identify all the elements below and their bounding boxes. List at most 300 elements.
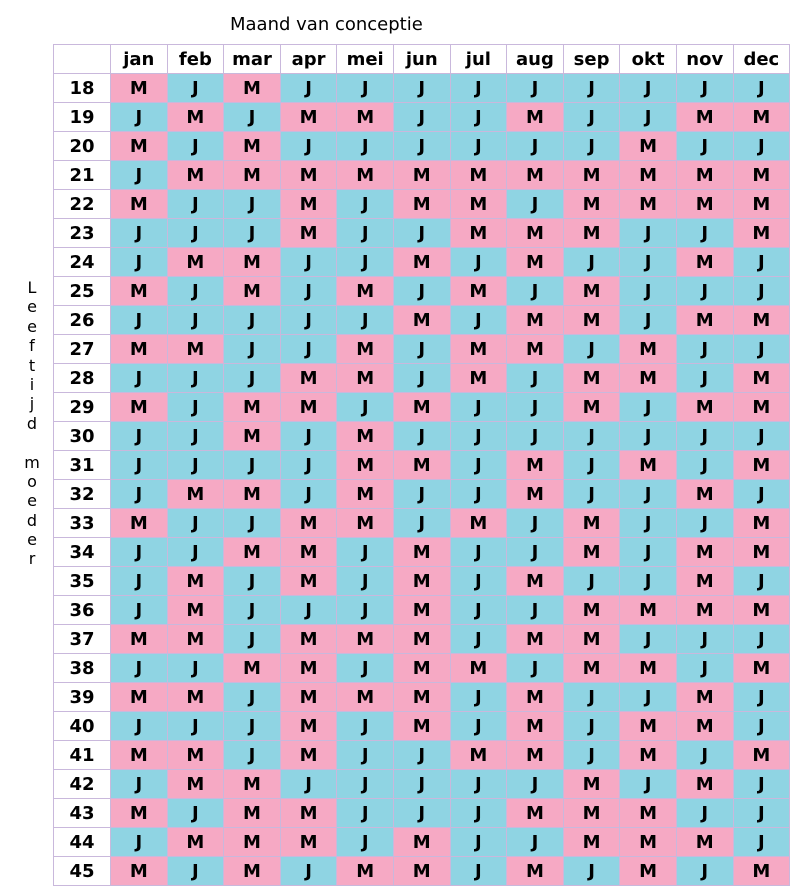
table-row — [54, 654, 790, 683]
gender-cell: M — [167, 770, 224, 799]
gender-cell: M — [563, 596, 620, 625]
gender-cell: J — [563, 132, 620, 161]
gender-cell: J — [224, 103, 281, 132]
gender-cell: J — [167, 509, 224, 538]
gender-cell: M — [450, 161, 507, 190]
gender-cell: M — [337, 277, 394, 306]
gender-cell: M — [563, 161, 620, 190]
gender-cell: M — [337, 683, 394, 712]
gender-cell: M — [676, 248, 733, 277]
gender-cell: J — [111, 422, 168, 451]
table-row — [54, 364, 790, 393]
gender-cell: M — [620, 190, 677, 219]
gender-cell: J — [620, 219, 677, 248]
age-cell: 39 — [54, 683, 111, 712]
gender-cell: M — [111, 741, 168, 770]
gender-cell: J — [450, 538, 507, 567]
gender-cell: M — [280, 509, 337, 538]
gender-cell: J — [620, 538, 677, 567]
gender-cell: J — [280, 596, 337, 625]
gender-cell: J — [507, 770, 564, 799]
side-label-char: t — [28, 355, 36, 375]
gender-cell: J — [393, 422, 450, 451]
gender-cell: M — [280, 799, 337, 828]
gender-cell: M — [167, 480, 224, 509]
gender-cell: M — [450, 277, 507, 306]
gender-cell: J — [450, 393, 507, 422]
gender-cell: J — [563, 451, 620, 480]
gender-cell: M — [111, 190, 168, 219]
gender-cell: M — [450, 335, 507, 364]
gender-cell: J — [676, 799, 733, 828]
gender-cell: M — [450, 219, 507, 248]
gender-cell: M — [337, 103, 394, 132]
gender-cell: M — [563, 277, 620, 306]
gender-cell: J — [167, 364, 224, 393]
gender-cell: M — [280, 161, 337, 190]
gender-cell: J — [620, 393, 677, 422]
side-label-char: f — [29, 336, 35, 356]
gender-cell: J — [450, 828, 507, 857]
gender-cell: J — [676, 277, 733, 306]
gender-cell: J — [393, 219, 450, 248]
gender-cell: J — [393, 741, 450, 770]
gender-cell: M — [620, 857, 677, 886]
table-row — [54, 741, 790, 770]
table-row — [54, 161, 790, 190]
gender-cell: J — [337, 538, 394, 567]
gender-cell: J — [280, 74, 337, 103]
gender-cell: J — [450, 625, 507, 654]
gender-cell: J — [337, 828, 394, 857]
gender-cell: M — [111, 335, 168, 364]
month-header: feb — [167, 45, 224, 74]
gender-cell: J — [167, 306, 224, 335]
gender-cell: J — [620, 683, 677, 712]
gender-cell: M — [507, 799, 564, 828]
age-cell: 28 — [54, 364, 111, 393]
side-label-char: r — [28, 549, 36, 569]
gender-cell: M — [167, 248, 224, 277]
gender-cell: J — [337, 132, 394, 161]
gender-cell: J — [393, 74, 450, 103]
gender-cell: J — [676, 364, 733, 393]
gender-cell: J — [224, 306, 281, 335]
gender-cell: J — [337, 596, 394, 625]
age-cell: 36 — [54, 596, 111, 625]
gender-cell: J — [733, 422, 790, 451]
gender-cell: M — [167, 161, 224, 190]
gender-cell: M — [224, 132, 281, 161]
gender-cell: M — [563, 364, 620, 393]
gender-cell: J — [676, 654, 733, 683]
gender-cell: M — [507, 451, 564, 480]
gender-cell: M — [507, 306, 564, 335]
age-cell: 25 — [54, 277, 111, 306]
gender-cell: J — [393, 770, 450, 799]
age-cell: 26 — [54, 306, 111, 335]
gender-cell: J — [167, 857, 224, 886]
gender-cell: J — [337, 306, 394, 335]
gender-cell: J — [224, 190, 281, 219]
age-cell: 40 — [54, 712, 111, 741]
corner-cell — [54, 45, 111, 74]
gender-cell: M — [507, 567, 564, 596]
gender-cell: J — [280, 770, 337, 799]
gender-cell: J — [620, 306, 677, 335]
table-row — [54, 132, 790, 161]
gender-cell: M — [393, 190, 450, 219]
gender-cell: J — [393, 480, 450, 509]
gender-cell: M — [393, 161, 450, 190]
table-row — [54, 248, 790, 277]
table-row — [54, 596, 790, 625]
gender-cell: J — [563, 422, 620, 451]
gender-cell: J — [450, 567, 507, 596]
gender-cell: M — [676, 567, 733, 596]
gender-cell: M — [337, 161, 394, 190]
gender-cell: J — [393, 103, 450, 132]
gender-cell: M — [676, 480, 733, 509]
gender-cell: J — [450, 770, 507, 799]
gender-cell: J — [224, 596, 281, 625]
gender-cell: M — [167, 741, 224, 770]
gender-cell: J — [167, 132, 224, 161]
gender-cell: J — [563, 857, 620, 886]
gender-cell: M — [280, 712, 337, 741]
gender-cell: M — [733, 857, 790, 886]
table-row — [54, 625, 790, 654]
gender-cell: J — [393, 277, 450, 306]
gender-cell: J — [224, 567, 281, 596]
gender-cell: J — [224, 451, 281, 480]
gender-cell: J — [167, 799, 224, 828]
gender-cell: J — [733, 480, 790, 509]
gender-cell: J — [167, 654, 224, 683]
side-label-char: e — [27, 491, 37, 511]
gender-cell: J — [620, 770, 677, 799]
gender-cell: M — [280, 219, 337, 248]
gender-cell: J — [450, 422, 507, 451]
gender-cell: J — [224, 364, 281, 393]
gender-cell: M — [224, 857, 281, 886]
gender-cell: M — [676, 161, 733, 190]
month-header: jul — [450, 45, 507, 74]
gender-cell: M — [393, 248, 450, 277]
gender-cell: J — [507, 654, 564, 683]
gender-cell: M — [676, 306, 733, 335]
gender-cell: J — [620, 277, 677, 306]
gender-cell: M — [224, 74, 281, 103]
gender-cell: J — [676, 132, 733, 161]
month-header: jun — [393, 45, 450, 74]
gender-cell: M — [563, 625, 620, 654]
gender-cell: M — [224, 480, 281, 509]
gender-cell: M — [563, 219, 620, 248]
gender-cell: M — [337, 422, 394, 451]
gender-cell: M — [507, 219, 564, 248]
age-cell: 33 — [54, 509, 111, 538]
gender-cell: J — [224, 741, 281, 770]
gender-cell: J — [337, 770, 394, 799]
gender-cell: J — [224, 509, 281, 538]
table-row — [54, 770, 790, 799]
gender-cell: M — [620, 712, 677, 741]
table-row — [54, 480, 790, 509]
gender-cell: J — [111, 654, 168, 683]
gender-cell: M — [676, 828, 733, 857]
gender-cell: J — [620, 422, 677, 451]
gender-cell: J — [224, 712, 281, 741]
side-label-char: e — [27, 530, 37, 550]
gender-cell: J — [280, 248, 337, 277]
gender-cell: M — [620, 364, 677, 393]
side-label-char: o — [27, 471, 37, 491]
side-label-char: d — [26, 510, 38, 530]
gender-cell: J — [224, 683, 281, 712]
gender-cell: M — [224, 422, 281, 451]
age-cell: 22 — [54, 190, 111, 219]
side-label-char: d — [26, 413, 38, 433]
gender-cell: M — [224, 654, 281, 683]
gender-cell: J — [280, 132, 337, 161]
gender-cell: J — [450, 103, 507, 132]
gender-cell: M — [111, 132, 168, 161]
gender-cell: J — [620, 74, 677, 103]
gender-cell: M — [167, 596, 224, 625]
gender-cell: M — [507, 103, 564, 132]
gender-cell: J — [507, 596, 564, 625]
gender-cell: J — [733, 277, 790, 306]
gender-cell: M — [393, 828, 450, 857]
month-header: aug — [507, 45, 564, 74]
gender-cell: M — [563, 538, 620, 567]
gender-cell: M — [620, 799, 677, 828]
gender-cell: J — [111, 103, 168, 132]
age-cell: 35 — [54, 567, 111, 596]
gender-cell: M — [676, 712, 733, 741]
gender-cell: J — [507, 828, 564, 857]
side-label-char: j — [29, 394, 35, 414]
table-row — [54, 538, 790, 567]
gender-cell: M — [280, 567, 337, 596]
side-label-char: i — [29, 374, 35, 394]
gender-cell: M — [280, 538, 337, 567]
month-header: dec — [733, 45, 790, 74]
gender-cell: J — [733, 625, 790, 654]
gender-cell: J — [224, 219, 281, 248]
gender-cell: M — [280, 103, 337, 132]
gender-cell: J — [111, 364, 168, 393]
gender-cell: J — [337, 712, 394, 741]
gender-cell: M — [280, 683, 337, 712]
gender-cell: J — [167, 712, 224, 741]
gender-cell: J — [167, 451, 224, 480]
gender-cell: M — [393, 712, 450, 741]
gender-cell: J — [111, 567, 168, 596]
gender-cell: J — [676, 335, 733, 364]
gender-cell: J — [337, 219, 394, 248]
gender-cell: J — [111, 712, 168, 741]
gender-cell: J — [450, 451, 507, 480]
gender-cell: J — [337, 248, 394, 277]
side-label-char: L — [27, 278, 37, 297]
gender-cell: M — [111, 74, 168, 103]
gender-cell: J — [167, 538, 224, 567]
month-header: okt — [620, 45, 677, 74]
gender-cell: J — [676, 857, 733, 886]
table-row — [54, 219, 790, 248]
gender-cell: J — [563, 741, 620, 770]
gender-cell: M — [337, 364, 394, 393]
table-row — [54, 422, 790, 451]
gender-cell: J — [111, 161, 168, 190]
gender-cell: M — [450, 509, 507, 538]
gender-cell: J — [507, 538, 564, 567]
gender-cell: J — [393, 364, 450, 393]
age-cell: 31 — [54, 451, 111, 480]
gender-cell: J — [620, 248, 677, 277]
age-cell: 32 — [54, 480, 111, 509]
gender-cell: M — [620, 828, 677, 857]
table-row — [54, 683, 790, 712]
gender-cell: J — [111, 451, 168, 480]
gender-cell: J — [507, 364, 564, 393]
gender-cell: M — [507, 683, 564, 712]
gender-cell: J — [393, 509, 450, 538]
gender-cell: M — [337, 857, 394, 886]
age-cell: 38 — [54, 654, 111, 683]
age-cell: 44 — [54, 828, 111, 857]
gender-cell: M — [563, 770, 620, 799]
gender-cell: M — [563, 190, 620, 219]
gender-cell: M — [167, 683, 224, 712]
gender-cell: J — [111, 248, 168, 277]
gender-cell: J — [676, 422, 733, 451]
gender-cell: M — [733, 509, 790, 538]
gender-cell: M — [393, 596, 450, 625]
gender-cell: J — [620, 567, 677, 596]
gender-cell: M — [224, 799, 281, 828]
gender-cell: J — [507, 393, 564, 422]
side-label-char — [22, 433, 42, 452]
gender-cell: J — [111, 306, 168, 335]
gender-cell: M — [337, 335, 394, 364]
gender-cell: J — [280, 451, 337, 480]
month-header: mei — [337, 45, 394, 74]
gender-cell: J — [337, 393, 394, 422]
age-cell: 19 — [54, 103, 111, 132]
gender-cell: M — [167, 335, 224, 364]
month-header: mar — [224, 45, 281, 74]
gender-cell: J — [507, 132, 564, 161]
gender-cell: J — [280, 335, 337, 364]
month-header-row — [54, 45, 790, 74]
gender-cell: J — [337, 799, 394, 828]
gender-cell: M — [167, 828, 224, 857]
gender-cell: M — [620, 132, 677, 161]
gender-cell: J — [733, 335, 790, 364]
table-row — [54, 393, 790, 422]
gender-cell: J — [676, 509, 733, 538]
gender-cell: J — [450, 248, 507, 277]
table-row — [54, 335, 790, 364]
gender-cell: M — [733, 596, 790, 625]
gender-cell: J — [563, 567, 620, 596]
age-cell: 41 — [54, 741, 111, 770]
gender-cell: M — [507, 480, 564, 509]
age-cell: 29 — [54, 393, 111, 422]
age-cell: 20 — [54, 132, 111, 161]
gender-cell: M — [224, 161, 281, 190]
gender-cell: M — [393, 567, 450, 596]
gender-cell: M — [280, 625, 337, 654]
table-row — [54, 828, 790, 857]
gender-cell: M — [507, 161, 564, 190]
table-row — [54, 567, 790, 596]
gender-cell: M — [563, 799, 620, 828]
gender-cell: J — [450, 480, 507, 509]
gender-cell: M — [111, 683, 168, 712]
gender-cell: J — [167, 219, 224, 248]
age-axis-label — [22, 278, 42, 569]
gender-cell: M — [620, 451, 677, 480]
gender-cell: M — [111, 799, 168, 828]
gender-cell: M — [111, 509, 168, 538]
gender-cell: J — [450, 74, 507, 103]
gender-cell: J — [450, 857, 507, 886]
gender-cell: M — [280, 364, 337, 393]
gender-cell: M — [167, 567, 224, 596]
gender-cell: J — [280, 306, 337, 335]
gender-cell: J — [450, 799, 507, 828]
gender-cell: J — [167, 74, 224, 103]
gender-cell: J — [167, 393, 224, 422]
age-cell: 45 — [54, 857, 111, 886]
gender-cell: M — [733, 741, 790, 770]
gender-cell: M — [733, 393, 790, 422]
gender-cell: J — [450, 712, 507, 741]
gender-cell: J — [111, 770, 168, 799]
gender-cell: M — [620, 335, 677, 364]
gender-cell: J — [676, 625, 733, 654]
age-cell: 23 — [54, 219, 111, 248]
gender-cell: M — [280, 190, 337, 219]
age-cell: 24 — [54, 248, 111, 277]
gender-cell: J — [620, 103, 677, 132]
gender-cell: J — [733, 828, 790, 857]
gender-cell: M — [620, 654, 677, 683]
gender-cell: M — [337, 509, 394, 538]
gender-cell: M — [280, 393, 337, 422]
chart-title: Maand van conceptie — [230, 14, 423, 35]
gender-table — [53, 44, 790, 886]
gender-cell: M — [224, 770, 281, 799]
gender-cell: J — [563, 248, 620, 277]
month-header: jan — [111, 45, 168, 74]
gender-cell: M — [393, 306, 450, 335]
age-cell: 43 — [54, 799, 111, 828]
table-row — [54, 712, 790, 741]
age-cell: 42 — [54, 770, 111, 799]
gender-cell: M — [507, 335, 564, 364]
gender-cell: M — [563, 306, 620, 335]
gender-cell: J — [280, 857, 337, 886]
gender-cell: J — [676, 74, 733, 103]
gender-cell: M — [563, 509, 620, 538]
gender-cell: J — [507, 509, 564, 538]
gender-cell: J — [167, 277, 224, 306]
